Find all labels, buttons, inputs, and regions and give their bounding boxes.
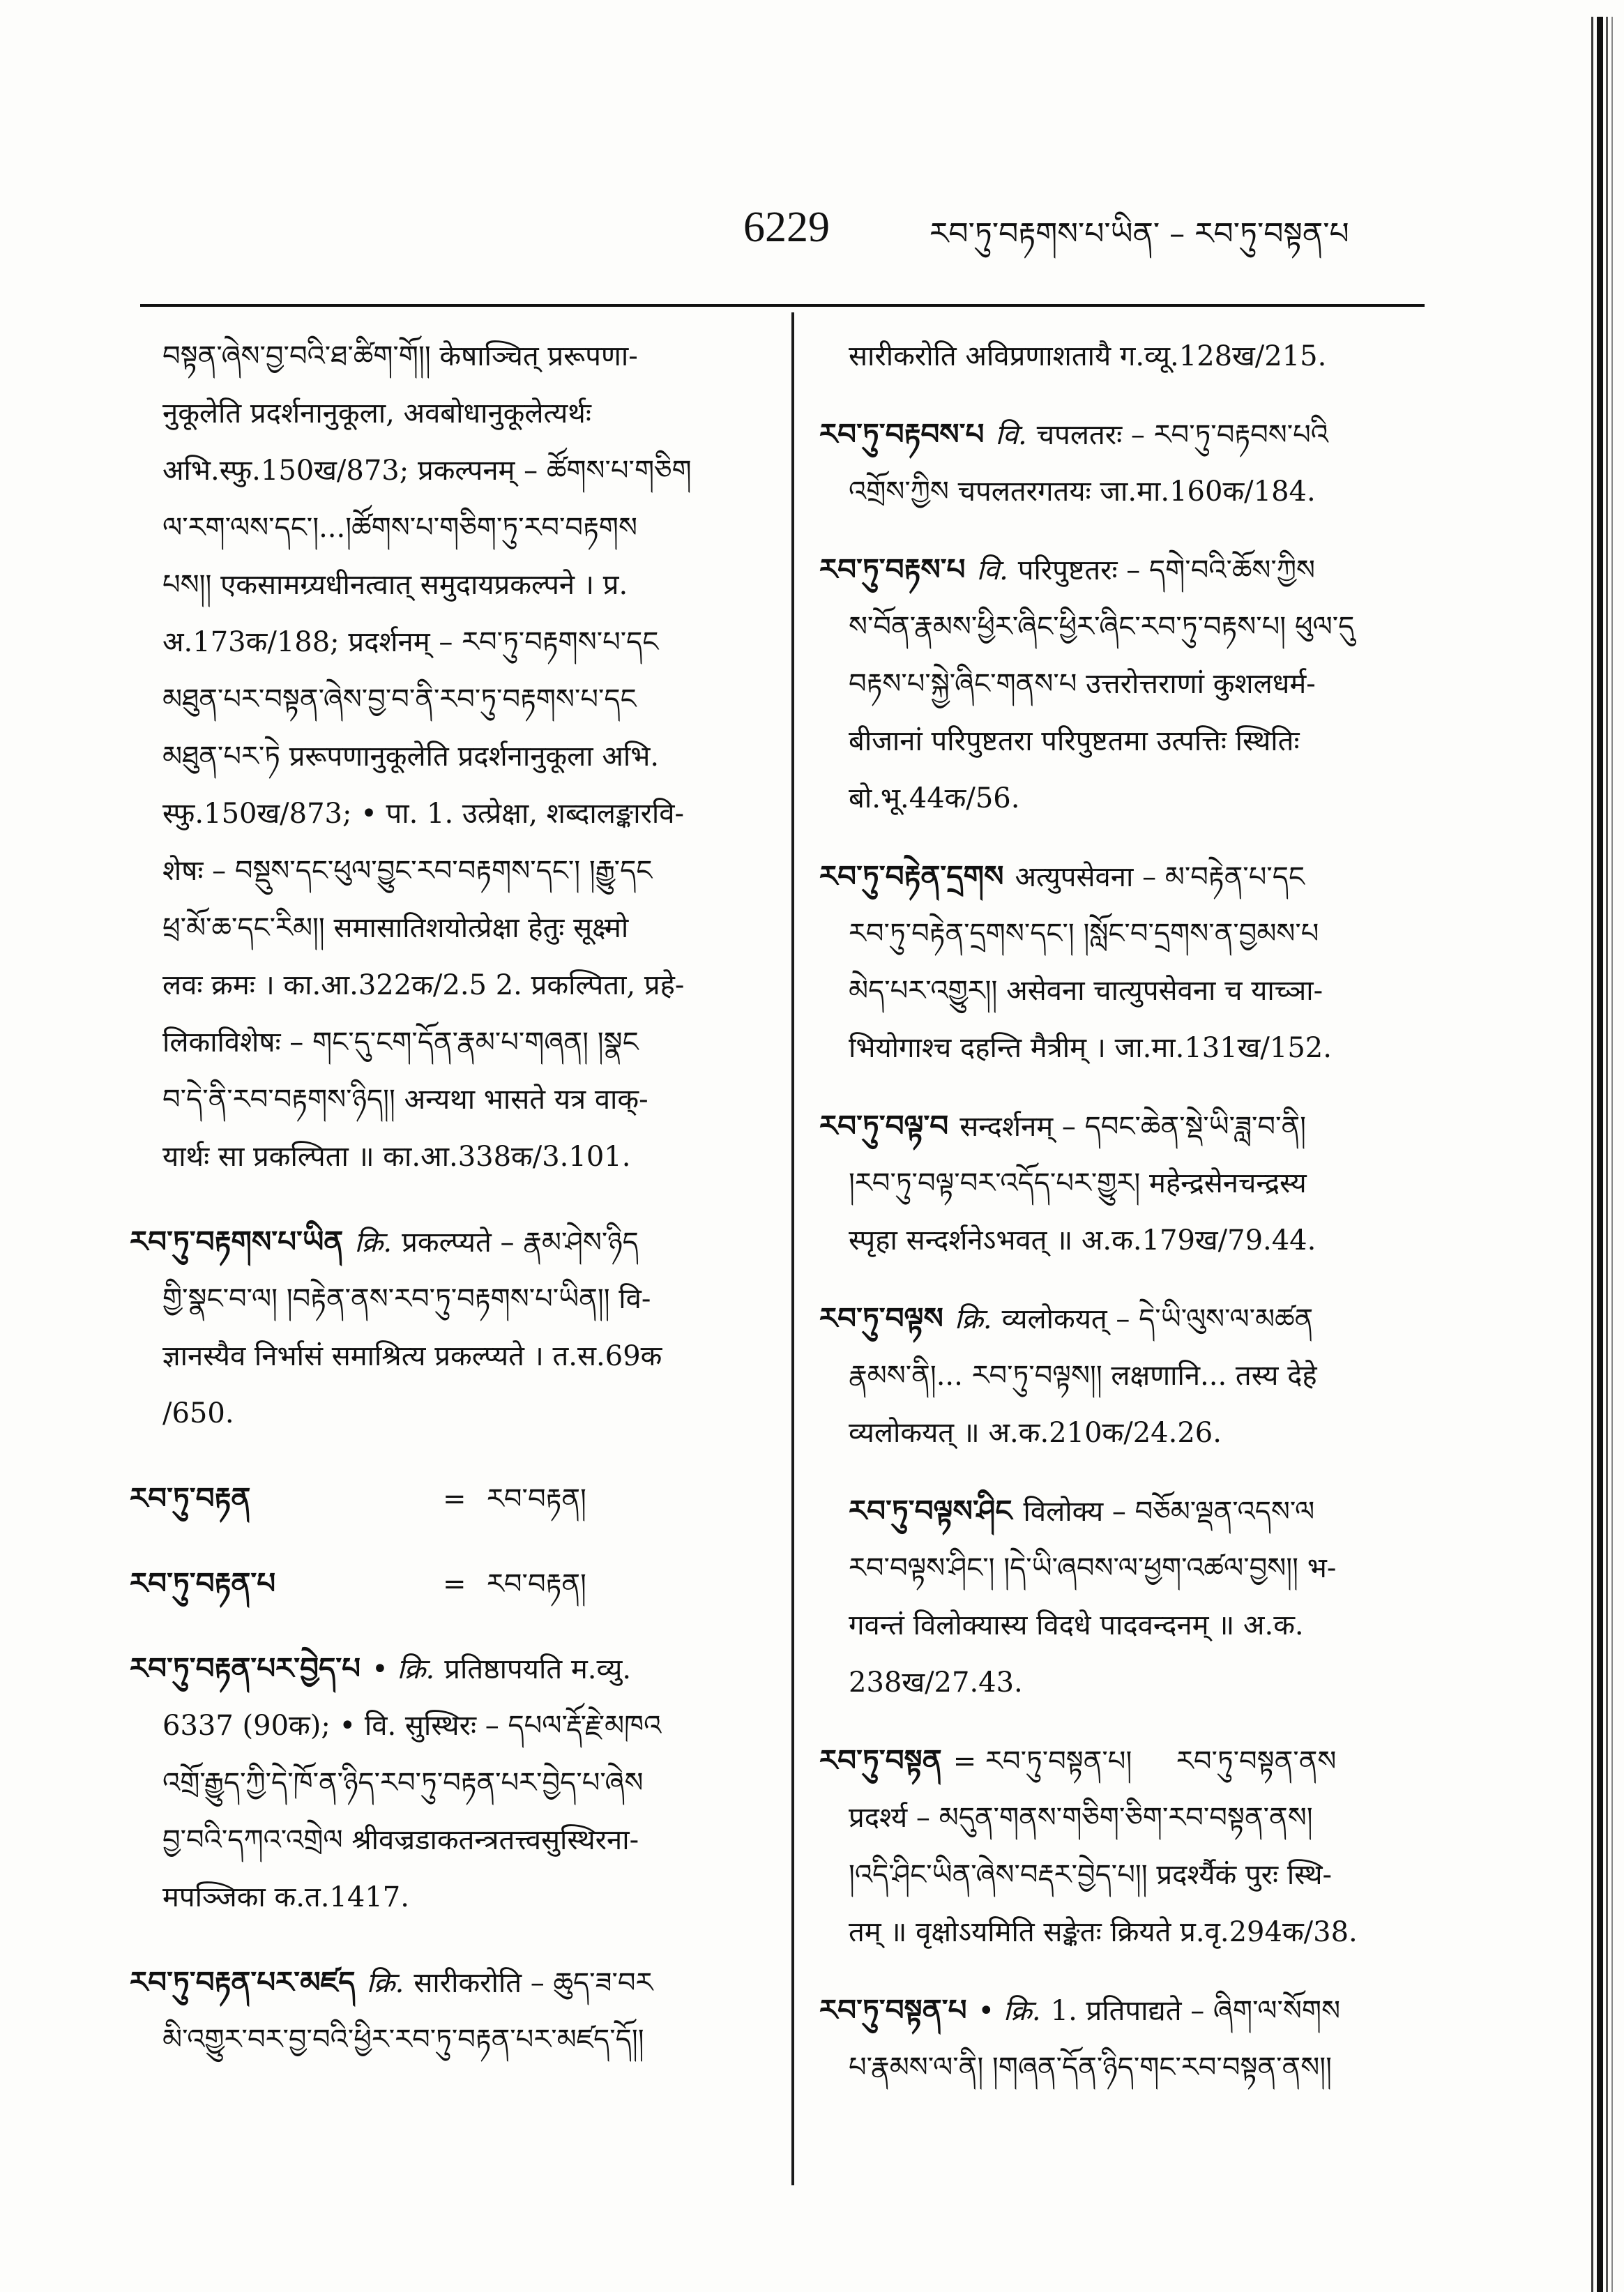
entry-text: འགྲོས་ཀྱིས चपलतरगतयः जा.मा.160क/184. xyxy=(849,476,1316,508)
dictionary-entry xyxy=(130,1555,785,1612)
entry-line xyxy=(819,1404,1433,1462)
entry-text: लवः क्रमः । का.आ.322क/2.5 2. प्रकल्पिता, प्रहे- xyxy=(162,969,685,1001)
entry-text: प्रतिष्ठापयति म.व्यु. xyxy=(444,1653,632,1685)
entry-line xyxy=(130,671,785,728)
entry-line xyxy=(819,1347,1433,1404)
entry-text: 238ख/27.43. xyxy=(849,1667,1023,1699)
grammar-label: • क्रि. xyxy=(978,1995,1041,2027)
entry-line xyxy=(130,1270,785,1328)
page-number: 6229 xyxy=(743,204,830,251)
entry-text: ज्ञानस्यैव निर्भासं समाश्रित्य प्रकल्प्यते । त.स.69क xyxy=(162,1340,662,1372)
entry-line xyxy=(819,770,1433,827)
entry-text: बीजानां परिपुष्टतरा परिपुष्टतमा उत्पत्तिः स्थितिः xyxy=(849,725,1300,757)
entry-line xyxy=(819,1846,1433,1904)
dictionary-entry xyxy=(130,328,785,1185)
grammar-label: क्रि. xyxy=(366,1967,404,1999)
header-rule xyxy=(140,304,1425,307)
entry-text: लिकाविशेषः – གང་དུ་ངག་དོན་རྣམ་པ་གཞན། །སྣང xyxy=(162,1026,639,1058)
entry-line xyxy=(130,842,785,900)
running-head: རབ་ཏུ་བརྟགས་པ་ཡིན་ – རབ་ཏུ་བསྟན་པ xyxy=(929,216,1349,252)
entry-line xyxy=(819,463,1433,520)
entry-line xyxy=(819,598,1433,655)
dictionary-entry xyxy=(819,1982,1433,2096)
entry-line xyxy=(819,1904,1433,1961)
entry-text: प्रदर्श्य – མདུན་གནས་གཅིག་ཅིག་རབ་བསྟན་ནས། xyxy=(849,1802,1313,1834)
dictionary-entry xyxy=(130,1470,785,1527)
entry-text: རྣམས་ནི།... རབ་ཏུ་བལྟས།། लक्षणानि... तस्य देहे xyxy=(849,1360,1317,1392)
entry-text: བ་དེ་ནི་རབ་བརྟགས་ཉིད།། अन्यथा भासते यत्र वाक्- xyxy=(162,1084,648,1116)
entry-line xyxy=(130,1385,785,1442)
dictionary-entry xyxy=(819,1290,1433,1462)
entry-text: པས།། एकसामग्र्यधीनत्वात् समुदायप्रकल्पने । प्र. xyxy=(162,569,628,601)
entry-text: शेषः – བསྡུས་དང་ཕུལ་བྱུང་རབ་བརྟགས་དང་། །རྒྱུ་དང xyxy=(162,855,653,887)
entry-line xyxy=(819,848,1433,905)
grammar-label: क्रि. xyxy=(954,1303,992,1335)
cross-reference: རབ་བརྟན། xyxy=(487,1483,586,1515)
entry-text: མི་འགྱུར་བར་བྱ་བའི་ཕྱིར་རབ་ཏུ་བརྟན་པར་མཛད་དོ།། xyxy=(162,2024,644,2056)
headword: རབ་ཏུ་བརྟབས་པ xyxy=(819,417,985,451)
right-column xyxy=(819,328,1433,2210)
entry-text: བརྟས་པ་སྐྱེ་ཞིང་གནས་པ उत्तरोत्तराणां कुशलधर्म- xyxy=(849,668,1316,700)
entry-line xyxy=(130,442,785,499)
entry-text: པ་རྣམས་ལ་ནི། །གཞན་དོན་ཉིད་གང་རབ་བསྟན་ནས།། xyxy=(849,2051,1332,2084)
entry-text: अत्युपसेवना – མ་བརྟེན་པ་དང xyxy=(1015,861,1305,893)
entry-line xyxy=(130,1470,785,1527)
entry-text: सारीकरोति – ཆུད་ཟ་བར xyxy=(413,1967,653,1999)
entry-line xyxy=(130,1014,785,1071)
entry-text: सन्दर्शनम् – དབང་ཆེན་སྡེ་ཡི་ཟླ་བ་ནི། xyxy=(959,1111,1307,1143)
headword: རབ་ཏུ་བརྟས་པ xyxy=(819,552,966,586)
entry-line xyxy=(819,2039,1433,2096)
cross-reference: རབ་བརྟན། xyxy=(487,1568,586,1600)
entry-text: स्फु.150ख/873; • पा. 1. उत्प्रेक्षा, शब्दालङ्कारवि- xyxy=(162,798,685,830)
entry-line xyxy=(130,614,785,671)
entry-line xyxy=(819,406,1433,463)
entry-text: नुकूलेति प्रदर्शनानुकूला, अवबोधानुकूलेत्यर्थः xyxy=(162,397,591,430)
dictionary-entry xyxy=(819,1732,1433,1961)
dictionary-entry xyxy=(819,848,1433,1077)
entry-text: = རབ་ཏུ་བསྟན་པ། རབ་ཏུ་བསྟན་ནས xyxy=(953,1745,1337,1777)
headword: རབ་ཏུ་བསྟན་པ xyxy=(819,1993,967,2027)
left-column xyxy=(130,328,785,2169)
entry-text: མེད་པར་འགྱུར།། असेवना चात्युपसेवना च याच्ञा- xyxy=(849,975,1323,1007)
entry-text: /650. xyxy=(162,1397,234,1429)
dictionary-entry xyxy=(819,406,1433,520)
entry-text: गवन्तं विलोक्यास्य विदधे पादवन्दनम् ॥ अ.क. xyxy=(849,1609,1304,1641)
dictionary-entry xyxy=(819,328,1433,385)
entry-text: अभि.स्फु.150ख/873; प्रकल्पनम् – ཚོགས་པ་གཅིག xyxy=(162,455,692,487)
entry-line xyxy=(130,1213,785,1270)
entry-line xyxy=(819,1654,1433,1711)
entry-text: ལ་རག་ལས་དང་།...།ཚོགས་པ་གཅིག་ཏུ་རབ་བརྟགས xyxy=(162,512,637,544)
entry-text: ཕྲ་མོ་ཆ་དང་རིམ།། समासातिशयोत्प्रेक्षा हेतुः सूक्ष्मो xyxy=(162,912,629,944)
entry-line xyxy=(819,1982,1433,2039)
dictionary-entry xyxy=(819,1098,1433,1269)
entry-text: ས་བོན་རྣམས་ཕྱིར་ཞིང་ཕྱིར་ཞིང་རབ་ཏུ་བརྟས་པ། ཕུལ་དུ xyxy=(849,611,1355,643)
entry-line xyxy=(819,541,1433,598)
dictionary-entry xyxy=(130,1954,785,2068)
grammar-label: क्रि. xyxy=(354,1227,393,1259)
entry-line xyxy=(130,957,785,1014)
headword: རབ་ཏུ་བརྟན་པར་བྱེད་པ xyxy=(130,1651,361,1685)
entry-text: བསྟན་ཞེས་བྱ་བའི་ཐ་ཚིག་གོ།། केषाञ्चित् प्ररूपणा- xyxy=(162,340,638,372)
dictionary-entry xyxy=(130,1640,785,1926)
entry-line xyxy=(819,1540,1433,1597)
headword: རབ་ཏུ་བལྟས xyxy=(819,1301,943,1335)
entry-line xyxy=(130,785,785,842)
entry-line xyxy=(819,1290,1433,1347)
entry-line xyxy=(130,2011,785,2068)
entry-line xyxy=(130,1555,785,1612)
entry-line xyxy=(130,499,785,556)
entry-line xyxy=(819,1212,1433,1269)
entry-line xyxy=(130,1328,785,1385)
entry-line xyxy=(819,1597,1433,1654)
entry-line xyxy=(130,1697,785,1754)
entry-line xyxy=(130,728,785,785)
entry-text: सारीकरोति अविप्रणाशतायै ग.व्यू.128ख/215. xyxy=(849,340,1327,372)
headword: རབ་ཏུ་བལྟ་བ xyxy=(819,1109,949,1143)
entry-text: प्रकल्प्यते – རྣམ་ཤེས་ཉིད xyxy=(402,1227,639,1259)
grammar-label: वि. xyxy=(976,554,1008,586)
entry-line xyxy=(130,328,785,385)
dictionary-entry xyxy=(130,1213,785,1442)
entry-text: རབ་ཏུ་བརྟེན་དྲགས་དང་། །སློང་བ་དྲགས་ན་བྱམས་པ xyxy=(849,918,1319,950)
entry-text: बो.भू.44क/56. xyxy=(849,782,1020,814)
entry-line xyxy=(819,1789,1433,1846)
entry-line xyxy=(130,1869,785,1926)
headword: རབ་ཏུ་བརྟན xyxy=(130,1481,251,1515)
grammar-label: वि. xyxy=(995,419,1027,451)
headword: རབ་ཏུ་བརྟན་པ xyxy=(130,1566,276,1600)
equals-sign: = xyxy=(443,1483,466,1515)
entry-text: विलोक्य – བཅོམ་ལྡན་འདས་ལ xyxy=(1023,1496,1315,1528)
entry-line xyxy=(130,1754,785,1812)
headword: རབ་ཏུ་བརྟེན་དྲགས xyxy=(819,859,1004,893)
page-edge-border xyxy=(1588,17,1618,2292)
entry-line xyxy=(819,1155,1433,1212)
headword: རབ་ཏུ་བསྟན xyxy=(819,1743,942,1777)
entry-text: अ.173क/188; प्रदर्शनम् – རབ་ཏུ་བརྟགས་པ་དང xyxy=(162,626,659,658)
entry-text: तम् ॥ वृक्षोऽयमिति सङ्केतः क्रियते प्र.वृ.294क/38. xyxy=(849,1916,1358,1948)
entry-text: व्यलोकयत् ॥ अ.क.210क/24.26. xyxy=(849,1417,1222,1449)
entry-line xyxy=(130,1954,785,2011)
entry-line xyxy=(130,1128,785,1185)
entry-line xyxy=(130,385,785,442)
entry-text: 1. प्रतिपाद्यते – ཞིག་ལ་སོགས xyxy=(1050,1995,1341,2027)
entry-text: འགྲོ་རྒྱུད་ཀྱི་དེ་ཁོ་ན་ཉིད་རབ་ཏུ་བརྟན་པར་བྱེད་པ་ཞེས xyxy=(162,1767,644,1799)
entry-line xyxy=(819,905,1433,962)
entry-text: मपञ्जिका क.त.1417. xyxy=(162,1881,409,1913)
entry-line xyxy=(819,962,1433,1019)
entry-text: यार्थः सा प्रकल्पिता ॥ का.आ.338क/3.101. xyxy=(162,1141,631,1173)
entry-line xyxy=(819,655,1433,713)
entry-line xyxy=(819,328,1433,385)
entry-line xyxy=(130,1640,785,1697)
headword: རབ་ཏུ་བརྟགས་པ་ཡིན xyxy=(130,1224,344,1259)
entry-line xyxy=(819,1098,1433,1155)
entry-text: परिपुष्टतरः – དགེ་བའི་ཆོས་ཀྱིས xyxy=(1017,554,1315,586)
entry-line xyxy=(130,1812,785,1869)
entry-line xyxy=(130,1071,785,1128)
entry-line xyxy=(130,556,785,614)
dictionary-subentry xyxy=(819,1482,1433,1711)
entry-text: भियोगाश्च दहन्ति मैत्रीम् । जा.मा.131ख/152. xyxy=(849,1032,1332,1064)
entry-text: མཐུན་པར་བསྟན་ཞེས་བྱ་བ་ནི་རབ་ཏུ་བརྟགས་པ་དང xyxy=(162,683,637,715)
entry-line xyxy=(819,713,1433,770)
dictionary-entry xyxy=(819,541,1433,827)
grammar-label: • क्रि. xyxy=(372,1653,435,1685)
entry-text: བྱ་བའི་དཀའ་འགྲེལ श्रीवज्रडाकतन्त्रतत्त्वसुस्थिरना- xyxy=(162,1824,639,1856)
entry-text: རབ་བལྟས་ཤིང་། །དེ་ཡི་ཞབས་ལ་ཕྱག་འཚལ་བྱས།། भ- xyxy=(849,1552,1337,1584)
headword: རབ་ཏུ་བལྟས་ཤིང xyxy=(849,1494,1012,1528)
entry-text: །རབ་ཏུ་བལྟ་བར་འདོད་པར་གྱུར། महेन्द्रसेनचन्द्रस्य xyxy=(849,1167,1307,1199)
entry-text: व्यलोकयत् – དེ་ཡི་ལུས་ལ་མཚན xyxy=(1001,1303,1314,1335)
entry-text: མཐུན་པར་ཏེ प्ररूपणानुकूलेति प्रदर्शनानुकूला अभि. xyxy=(162,741,660,773)
entry-text: स्पृहा सन्दर्शनेऽभवत् ॥ अ.क.179ख/79.44. xyxy=(849,1224,1316,1257)
entry-text: །འདི་ཤིང་ཡིན་ཞེས་བརྡར་བྱེད་པ།། प्रदर्श्यैकं पुरः स्थि- xyxy=(849,1859,1333,1891)
entry-line xyxy=(130,900,785,957)
entry-text: གྱི་སྣང་བ་ལ། །བརྟེན་ནས་རབ་ཏུ་བརྟགས་པ་ཡིན།། वि- xyxy=(162,1283,651,1315)
column-divider xyxy=(791,312,794,2185)
entry-line xyxy=(819,1732,1433,1789)
headword: རབ་ཏུ་བརྟན་པར་མཛད xyxy=(130,1965,356,1999)
entry-line xyxy=(819,1482,1433,1540)
entry-text: चपलतरः – རབ་ཏུ་བརྟབས་པའི xyxy=(1036,419,1328,451)
entry-text: 6337 (90क); • वि. सुस्थिरः – དཔལ་རྡོ་རྗེ་མཁའ xyxy=(162,1710,662,1742)
entry-line xyxy=(819,1019,1433,1077)
equals-sign: = xyxy=(443,1568,466,1600)
